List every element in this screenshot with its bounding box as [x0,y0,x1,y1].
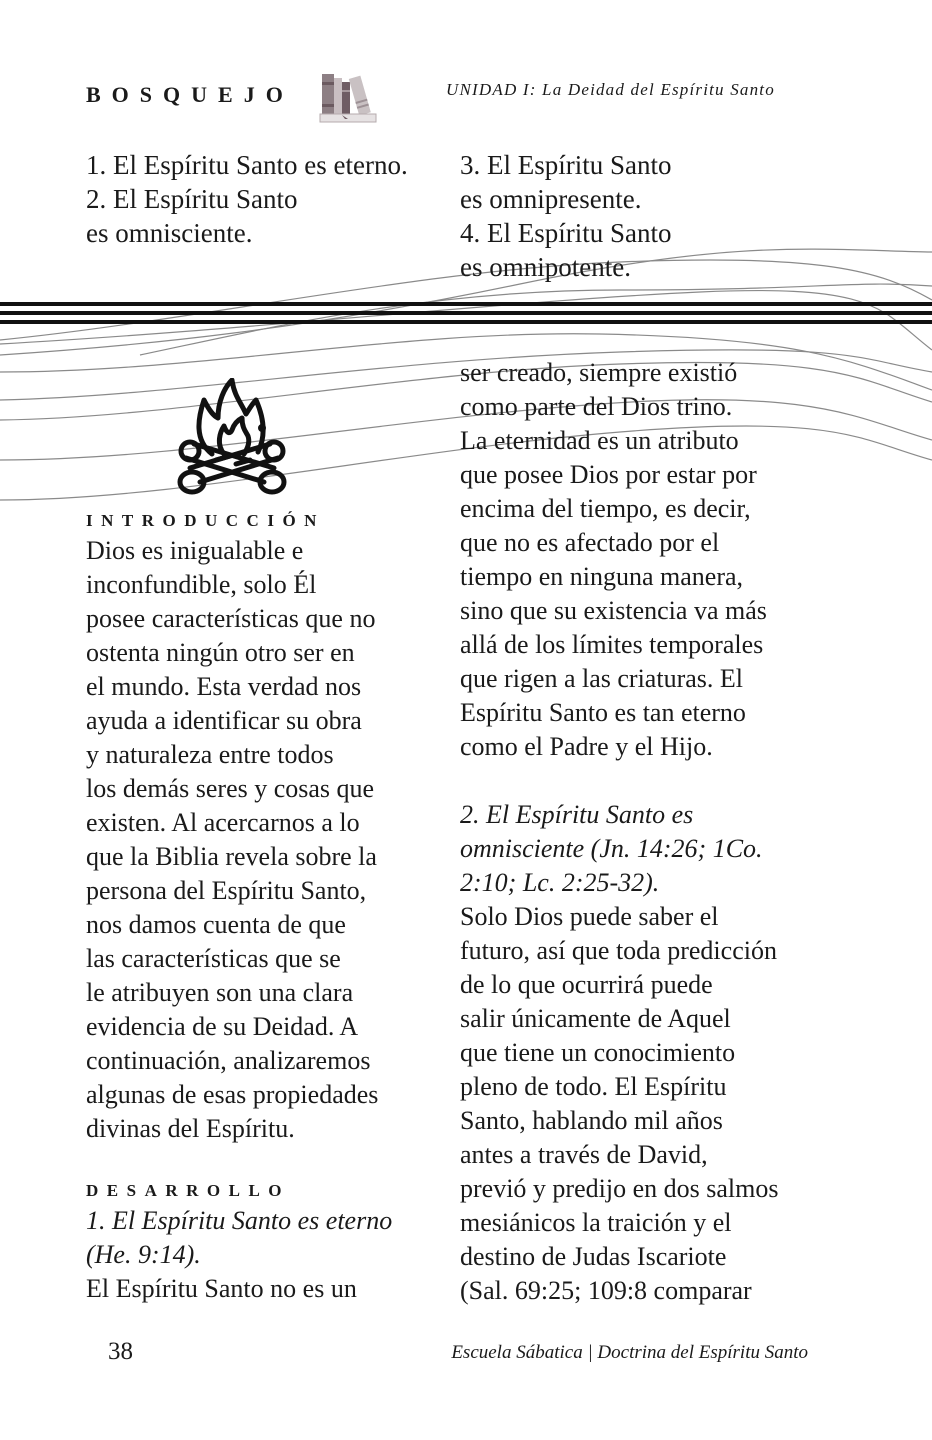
text-line: persona del Espíritu Santo, [86,876,367,905]
text-line: que la Biblia revela sobre la [86,842,377,871]
point1 [86,1204,426,1306]
section-title: BOSQUEJO [86,82,294,107]
text-line: tiempo en ninguna manera, [460,562,744,591]
text-line: pleno de todo. El Espíritu [460,1072,727,1101]
text-line: posee características que no [86,604,376,633]
text-line: como el Padre y el Hijo. [460,732,713,761]
text-line: continuación, analizaremos [86,1046,371,1075]
text-line: el mundo. Esta verdad nos [86,672,362,701]
text-line: salir únicamente de Aquel [460,1004,731,1033]
text-line: nos damos cuenta de que [86,910,346,939]
point2-title: 2:10; Lc. 2:25-32). [460,868,660,897]
text-line: de lo que ocurrirá puede [460,970,713,999]
text-line: encima del tiempo, es decir, [460,494,751,523]
outline-item: es omnipresente. [460,184,642,214]
text-line: (Sal. 69:25; 109:8 comparar [460,1276,752,1305]
text-line: Solo Dios puede saber el [460,902,719,931]
text-line: ser creado, siempre existió [460,358,738,387]
point2-title: omnisciente (Jn. 14:26; 1Co. [460,834,763,863]
text-line: Santo, hablando mil años [460,1106,723,1135]
outline-item: es omnipotente. [460,252,631,282]
text-line: Espíritu Santo es tan eterno [460,698,746,727]
page-number: 38 [108,1338,133,1365]
text-line: los demás seres y cosas que [86,774,375,803]
footer-book-title: Escuela Sábatica | Doctrina del Espíritu Santo [451,1342,808,1363]
text-line: Dios es inigualable e [86,536,304,565]
campfire-icon [172,378,292,496]
text-line: mesiánicos la traición y el [460,1208,732,1237]
text-line: existen. Al acercarnos a lo [86,808,360,837]
introduction-heading: INTRODUCCIÓN [86,511,325,530]
text-line: le atribuyen son una clara [86,978,354,1007]
development-heading: DESARROLLO [86,1181,291,1200]
text-line: futuro, así que toda predicción [460,936,777,965]
books-icon [318,70,378,126]
text-line: antes a través de David, [460,1140,708,1169]
text-line: evidencia de su Deidad. A [86,1012,359,1041]
point2-title: 2. El Espíritu Santo es [460,800,694,829]
point1-title: (He. 9:14). [86,1240,201,1269]
text-line: inconfundible, solo Él [86,570,317,599]
triple-line-divider [0,302,932,324]
text-line: y naturaleza entre todos [86,740,334,769]
outline-item: 3. El Espíritu Santo [460,150,672,180]
text-line: La eternidad es un atributo [460,426,739,455]
text-line: ayuda a identificar su obra [86,706,362,735]
outline-item: 1. El Espíritu Santo es eterno. [86,150,408,180]
outline-item: 4. El Espíritu Santo [460,218,672,248]
text-line: allá de los límites temporales [460,630,764,659]
outline-item: es omnisciente. [86,218,253,248]
text-line: destino de Judas Iscariote [460,1242,727,1271]
point1-continued [460,356,810,1308]
outline-left [86,148,446,250]
point1-title: 1. El Espíritu Santo es eterno [86,1206,393,1235]
right-column [460,356,810,1308]
text-line: El Espíritu Santo no es un [86,1274,357,1303]
text-line: divinas del Espíritu. [86,1114,295,1143]
text-line: que tiene un conocimiento [460,1038,736,1067]
outline-right [460,148,780,284]
text-line: que rigen a las criaturas. El [460,664,743,693]
left-column [86,508,426,1306]
text-line: que posee Dios por estar por [460,460,757,489]
text-line: previó y predijo en dos salmos [460,1174,779,1203]
text-line: como parte del Dios trino. [460,392,733,421]
outline-item: 2. El Espíritu Santo [86,184,298,214]
text-line: las características que se [86,944,341,973]
text-line: que no es afectado por el [460,528,720,557]
text-line: sino que su existencia va más [460,596,767,625]
text-line: algunas de esas propiedades [86,1080,379,1109]
text-line: ostenta ningún otro ser en [86,638,355,667]
unit-title: UNIDAD I: La Deidad del Espíritu Santo [446,80,775,99]
introduction-text [86,534,426,1146]
